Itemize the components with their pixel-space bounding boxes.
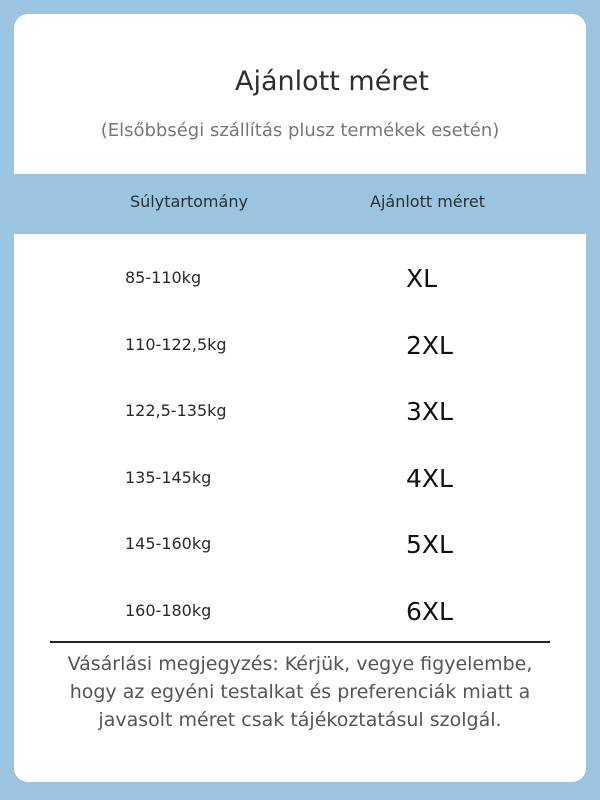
page-title: Ajánlott méret <box>234 66 430 97</box>
purchase-note-line: javasolt méret csak tájékoztatásul szolgál. <box>98 709 502 731</box>
size-chart-card <box>14 14 586 782</box>
size-cell: 4XL <box>406 463 453 493</box>
size-cell: 3XL <box>406 397 453 427</box>
weight-range-cell: 110-122,5kg <box>125 334 227 354</box>
column-header-weight: Súlytartomány <box>130 192 248 211</box>
column-header-size: Ajánlott méret <box>370 192 485 211</box>
weight-range-cell: 135-145kg <box>125 467 212 487</box>
purchase-note <box>34 650 566 734</box>
weight-range-cell: 122,5-135kg <box>125 401 227 421</box>
size-cell: XL <box>406 264 438 293</box>
purchase-note-line: hogy az egyéni testalkat és preferenciák miatt a <box>69 681 531 703</box>
purchase-note-line: Vásárlási megjegyzés: Kérjük, vegye figyelembe, <box>67 653 533 675</box>
table-row <box>14 303 586 370</box>
size-cell: 5XL <box>406 530 453 560</box>
weight-range-cell: 85-110kg <box>125 268 202 287</box>
size-cell: 2XL <box>406 330 453 360</box>
table-row <box>14 236 586 303</box>
table-row <box>14 569 586 636</box>
size-cell: 6XL <box>406 596 453 626</box>
table-header <box>14 174 586 234</box>
table-row <box>14 369 586 436</box>
size-table-body <box>14 236 586 636</box>
weight-range-cell: 145-160kg <box>125 534 212 554</box>
table-row <box>14 436 586 503</box>
page-subtitle: (Elsőbbségi szállítás plusz termékek esetén) <box>100 120 500 141</box>
divider-line <box>50 641 550 643</box>
weight-range-cell: 160-180kg <box>125 600 212 620</box>
table-row <box>14 502 586 569</box>
